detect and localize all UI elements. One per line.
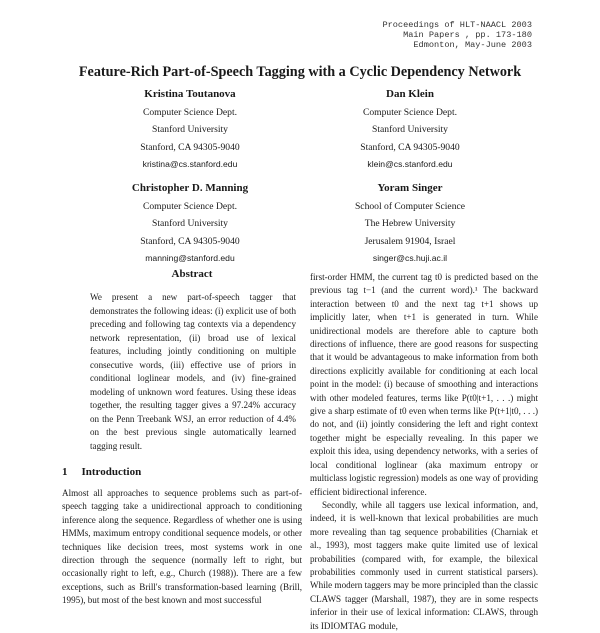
abstract-text: We present a new part-of-speech tagger that demonstrates the following ideas: (i) explicit use of both preceding and following tag contexts via a dependency network representation, (ii) broad use of lexical features, including jointly conditioning on multiple consecutive words, (iii) effective use of priors in conditional loglinear models, and (iv) fine-grained modeling of unknown word features. Using these ideas together, the resulting tagger gives a 97.24% accuracy on the Penn Treebank WSJ, an error reduction of 4.4% on the best previous single automatically learned tagging result. <box>90 292 296 451</box>
author-dept: School of Computer Science <box>354 200 466 212</box>
section-heading <box>62 466 141 478</box>
author-address: Stanford, CA 94305-9040 <box>140 235 240 247</box>
proceedings-line: Proceedings of HLT-NAACL 2003 <box>382 20 532 30</box>
author-address: Stanford, CA 94305-9040 <box>140 141 240 153</box>
body-paragraph: Secondly, while all taggers use lexical information, and, indeed, it is well-known that lexical probabilities are much more revealing than tag sequence probabilities (Charniak et al., 1993), most taggers make quite limited use of lexical probabilities (compared with, for example, the bilexical probabilities commonly used in current statistical parsers). While modern taggers may be more principled than the classic CLAWS tagger (Marshall, 1987), they are in some respects inferior in their use of lexical information: CLAWS, through its IDIOMTAG module, <box>310 499 538 631</box>
section-title: Introduction <box>81 466 142 478</box>
author-block <box>280 86 540 174</box>
proceedings-header <box>382 20 532 50</box>
author-address: Stanford, CA 94305-9040 <box>360 141 460 153</box>
author-org: Stanford University <box>372 124 448 135</box>
author-email: kristina@cs.stanford.edu <box>142 159 238 169</box>
author-email: manning@stanford.edu <box>145 253 235 263</box>
abstract-heading: Abstract <box>171 268 213 280</box>
author-org: Stanford University <box>152 218 228 229</box>
author-dept: Computer Science Dept. <box>142 106 238 118</box>
author-address: Jerusalem 91904, Israel <box>364 235 456 247</box>
author-dept: Computer Science Dept. <box>142 200 238 212</box>
author-block <box>280 180 540 268</box>
author-name: Yoram Singer <box>377 182 443 194</box>
proceedings-location: Edmonton, May-June 2003 <box>413 40 532 50</box>
paper-title: Feature-Rich Part-of-Speech Tagging with a Cyclic Dependency Network <box>78 64 522 80</box>
author-email: singer@cs.huji.ac.il <box>372 253 448 263</box>
author-name: Dan Klein <box>386 88 434 100</box>
author-org: The Hebrew University <box>364 218 456 229</box>
section-number: 1 <box>62 466 68 478</box>
author-email: klein@cs.stanford.edu <box>367 159 453 169</box>
intro-text: Almost all approaches to sequence problems such as part-of-speech tagging take a unidirectional approach to conditioning inference along the sequence. Regardless of whether one is using HMMs, maximum entropy conditional sequence models, or other techniques like decision trees, most systems work in one direction through the sequence (normally left to right, but occasionally right to left, e.g., Church (1988)). There are a few exceptions, such as Brill's transformation-based learning (Brill, 1995), but most of the best known and most successful <box>62 488 302 606</box>
right-column <box>310 271 538 633</box>
author-name: Christopher D. Manning <box>131 182 249 194</box>
body-paragraph: first-order HMM, the current tag t0 is predicted based on the previous tag t−1 (and the current word).¹ The backward interaction between t0 and the next tag t+1 shows up implicitly later, when t+1 is generated in turn. While unidirectional models are therefore able to capture both directions of influence, there are good reasons for suspecting that it would be advantageous to make information from both directions explicitly available for conditioning at each local point in the model: (i) because of smoothing and interactions with other modeled features, terms like P(t0|t+1, . . .) might give a sharp estimate of t0 even when terms like P(t+1|t0, . . .) do not, and (ii) jointly considering the left and right context together might be especially revealing. In this paper we exploit this idea, using dependency networks, with a series of local conditional loglinear (aka maximum entropy or multiclass logistic regression) models as one way of providing efficient bidirectional inference. <box>310 272 538 497</box>
author-org: Stanford University <box>152 124 228 135</box>
author-name: Kristina Toutanova <box>144 88 236 100</box>
proceedings-pages: Main Papers , pp. 173-180 <box>403 30 532 40</box>
author-dept: Computer Science Dept. <box>362 106 458 118</box>
